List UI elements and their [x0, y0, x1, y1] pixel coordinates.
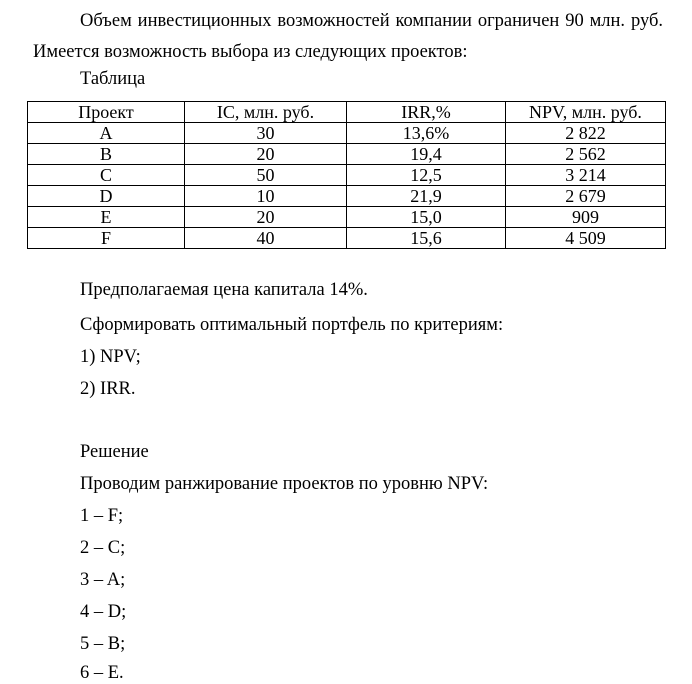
header-irr: IRR,% — [347, 102, 506, 123]
cell-irr: 21,9 — [347, 186, 506, 207]
ranking-item: 4 – D; — [80, 602, 127, 622]
ranking-item: 6 – E. — [80, 663, 124, 683]
ranking-item: 5 – B; — [80, 634, 126, 654]
task-text: Сформировать оптимальный портфель по критериям: — [80, 315, 504, 335]
cell-irr: 15,6 — [347, 228, 506, 249]
table-row — [28, 144, 666, 165]
cell-project: F — [28, 228, 185, 249]
cell-ic: 20 — [185, 144, 347, 165]
cell-npv: 3 214 — [506, 165, 666, 186]
header-project: Проект — [28, 102, 185, 123]
table-row — [28, 207, 666, 228]
table-row — [28, 228, 666, 249]
cell-irr: 19,4 — [347, 144, 506, 165]
ranking-item: 2 – C; — [80, 538, 126, 558]
cell-ic: 50 — [185, 165, 347, 186]
cell-ic: 40 — [185, 228, 347, 249]
cell-project: B — [28, 144, 185, 165]
projects-table — [27, 101, 666, 249]
capital-cost-text: Предполагаемая цена капитала 14%. — [80, 280, 368, 300]
cell-npv: 2 679 — [506, 186, 666, 207]
header-ic: IC, млн. руб. — [185, 102, 347, 123]
cell-ic: 30 — [185, 123, 347, 144]
criterion-irr: 2) IRR. — [80, 379, 136, 399]
cell-project: C — [28, 165, 185, 186]
cell-ic: 10 — [185, 186, 347, 207]
table-row — [28, 165, 666, 186]
header-npv: NPV, млн. руб. — [506, 102, 666, 123]
ranking-intro: Проводим ранжирование проектов по уровню NPV: — [80, 474, 489, 494]
cell-ic: 20 — [185, 207, 347, 228]
cell-irr: 12,5 — [347, 165, 506, 186]
cell-npv: 909 — [506, 207, 666, 228]
ranking-item: 1 – F; — [80, 506, 124, 526]
table-caption: Таблица — [80, 69, 146, 89]
cell-project: E — [28, 207, 185, 228]
cell-project: D — [28, 186, 185, 207]
cell-project: A — [28, 123, 185, 144]
cell-irr: 15,0 — [347, 207, 506, 228]
intro-paragraph: Объем инвестиционных возможностей компании ограничен 90 млн. руб. Имеется возможность выбора из следующих проектов: — [33, 11, 663, 62]
cell-irr: 13,6% — [347, 123, 506, 144]
solution-heading: Решение — [80, 442, 149, 462]
table-row — [28, 186, 666, 207]
cell-npv: 2 822 — [506, 123, 666, 144]
cell-npv: 2 562 — [506, 144, 666, 165]
table-row — [28, 123, 666, 144]
criterion-npv: 1) NPV; — [80, 347, 141, 367]
ranking-item: 3 – A; — [80, 570, 126, 590]
cell-npv: 4 509 — [506, 228, 666, 249]
table-header-row — [28, 102, 666, 123]
